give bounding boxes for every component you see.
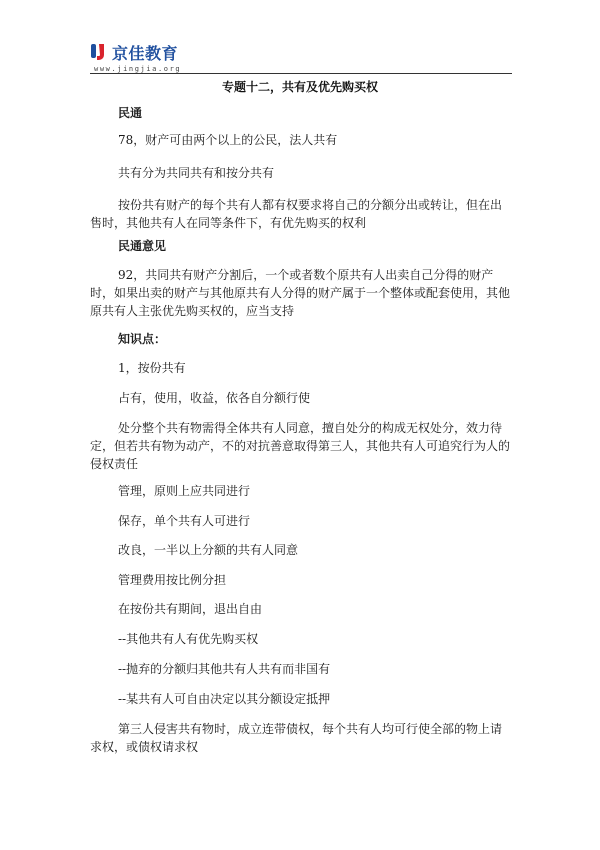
paragraph: 78，财产可由两个以上的公民，法人共有 [118, 133, 338, 147]
list-item: 在按份共有期间，退出自由 [118, 602, 263, 616]
page-header [90, 40, 510, 76]
list-item: --某共有人可自由决定以其分额设定抵押 [118, 692, 331, 706]
paragraph: 按份共有财产的每个共有人都有权要求将自己的分额分出或转让，但在出售时，其他共有人在同等条件下，有优先购买的权利 [90, 198, 503, 230]
list-item: 管理费用按比例分担 [118, 573, 227, 587]
list-item: --其他共有人有优先购买权 [118, 632, 259, 646]
page-title: 专题十二，共有及优先购买权 [221, 80, 378, 94]
header-rule [90, 73, 512, 74]
list-item: 1，按份共有 [118, 361, 186, 375]
heading-mintong-yijian: 民通意见 [118, 239, 167, 253]
paragraph: 共有分为共同共有和按分共有 [118, 166, 275, 180]
list-item: 处分整个共有物需得全体共有人同意，擅自处分的构成无权处分，效力待定，但若共有物为动产，不的对抗善意取得第三人，其他共有人可追究行为人的侵权责任 [90, 421, 511, 471]
logo-icon [90, 42, 110, 62]
list-item: 占有，使用，收益，依各自分额行使 [118, 391, 311, 405]
list-item: 管理，原则上应共同进行 [118, 484, 251, 498]
paragraph: 92，共同共有财产分割后，一个或者数个原共有人出卖自己分得的财产时，如果出卖的财产与其他原共有人分得的财产属于一个整体或配套使用，其他原共有人主张优先购买权的，应当支持 [90, 268, 511, 318]
list-item: 第三人侵害共有物时，成立连带债权，每个共有人均可行使全部的物上请求权，或债权请求权 [90, 722, 503, 754]
list-item: 改良，一半以上分额的共有人同意 [118, 543, 299, 557]
heading-mintong: 民通 [118, 106, 143, 120]
list-item: --抛弃的分额归其他共有人共有而非国有 [118, 662, 331, 676]
logo-url: www.jingjia.org [94, 65, 182, 73]
list-item: 保存，单个共有人可进行 [118, 514, 251, 528]
heading-knowledge-points: 知识点： [118, 332, 167, 346]
logo-text: 京佳教育 [112, 44, 179, 63]
